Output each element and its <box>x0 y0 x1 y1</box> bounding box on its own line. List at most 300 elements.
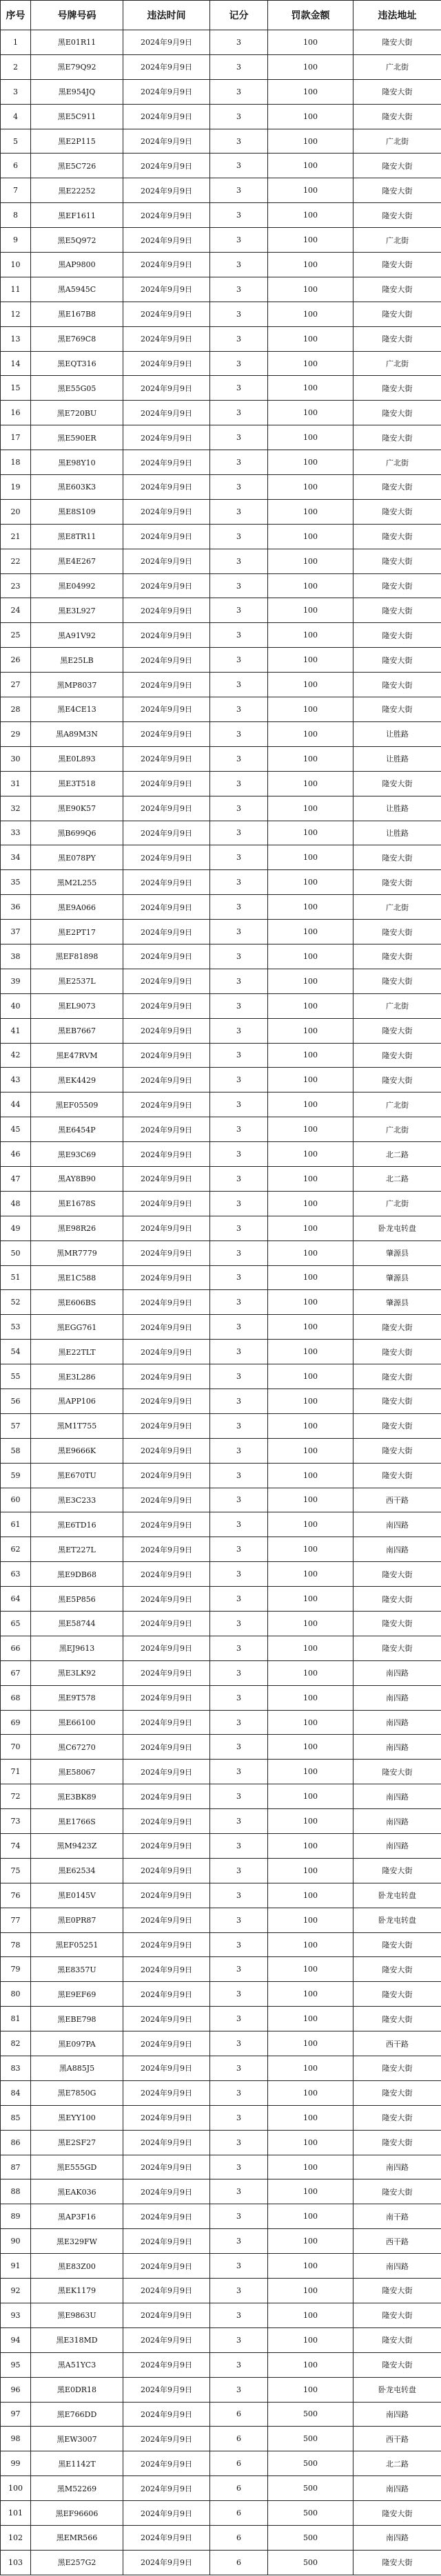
cell-fine-amount: 100 <box>268 1982 353 2007</box>
cell-violation-time: 2024年9月9日 <box>123 1982 210 2007</box>
cell-index: 90 <box>1 2229 31 2254</box>
table-row <box>1 1265 441 1290</box>
cell-violation-address: 隆安大街 <box>353 549 441 573</box>
cell-plate-number: 黑EF96606 <box>31 2501 123 2526</box>
cell-violation-time: 2024年9月9日 <box>123 1438 210 1463</box>
cell-points: 6 <box>210 2451 268 2476</box>
cell-violation-time: 2024年9月9日 <box>123 969 210 993</box>
cell-violation-time: 2024年9月9日 <box>123 2352 210 2377</box>
cell-violation-time: 2024年9月9日 <box>123 2007 210 2031</box>
cell-points: 3 <box>210 1660 268 1685</box>
cell-violation-time: 2024年9月9日 <box>123 2279 210 2303</box>
cell-violation-time: 2024年9月9日 <box>123 821 210 845</box>
header-violation-time: 违法时间 <box>123 1 210 30</box>
cell-plate-number: 黑EF1611 <box>31 203 123 228</box>
cell-points: 6 <box>210 2427 268 2451</box>
cell-violation-time: 2024年9月9日 <box>123 1685 210 1710</box>
cell-violation-time: 2024年9月9日 <box>123 326 210 351</box>
cell-fine-amount: 100 <box>268 2080 353 2105</box>
cell-points: 3 <box>210 1784 268 1809</box>
cell-points: 3 <box>210 2254 268 2279</box>
cell-violation-time: 2024年9月9日 <box>123 2451 210 2476</box>
cell-points: 3 <box>210 1636 268 1660</box>
cell-violation-address: 隆安大街 <box>353 524 441 549</box>
cell-points: 3 <box>210 1710 268 1735</box>
cell-plate-number: 黑E47RVM <box>31 1043 123 1068</box>
cell-plate-number: 黑E3L286 <box>31 1364 123 1389</box>
cell-index: 7 <box>1 178 31 203</box>
cell-fine-amount: 100 <box>268 1340 353 1364</box>
cell-violation-address: 隆安大街 <box>353 2303 441 2327</box>
cell-violation-time: 2024年9月9日 <box>123 1660 210 1685</box>
cell-violation-address: 隆安大街 <box>353 673 441 697</box>
cell-fine-amount: 100 <box>268 1389 353 1413</box>
cell-fine-amount: 100 <box>268 524 353 549</box>
cell-plate-number: 黑EJ9613 <box>31 1636 123 1660</box>
table-row <box>1 2377 441 2402</box>
cell-violation-address: 南四路 <box>353 1809 441 1834</box>
cell-plate-number: 黑E590ER <box>31 425 123 450</box>
cell-fine-amount: 100 <box>268 326 353 351</box>
table-row <box>1 2179 441 2204</box>
cell-violation-address: 让胜路 <box>353 721 441 746</box>
cell-index: 103 <box>1 2550 31 2575</box>
cell-violation-time: 2024年9月9日 <box>123 549 210 573</box>
cell-violation-address: 广北街 <box>353 895 441 920</box>
cell-plate-number: 黑E0PR87 <box>31 1908 123 1932</box>
cell-violation-time: 2024年9月9日 <box>123 1043 210 1068</box>
cell-points: 3 <box>210 721 268 746</box>
cell-fine-amount: 500 <box>268 2476 353 2501</box>
table-row <box>1 598 441 623</box>
cell-fine-amount: 100 <box>268 2056 353 2081</box>
cell-plate-number: 黑EYY100 <box>31 2105 123 2130</box>
cell-violation-time: 2024年9月9日 <box>123 2427 210 2451</box>
cell-plate-number: 黑E7850G <box>31 2080 123 2105</box>
cell-plate-number: 黑E9863U <box>31 2303 123 2327</box>
cell-points: 6 <box>210 2402 268 2427</box>
cell-violation-address: 隆安大街 <box>353 598 441 623</box>
cell-index: 81 <box>1 2007 31 2031</box>
cell-plate-number: 黑E79Q92 <box>31 54 123 79</box>
cell-points: 3 <box>210 1166 268 1191</box>
cell-violation-address: 隆安大街 <box>353 2105 441 2130</box>
cell-index: 16 <box>1 401 31 425</box>
cell-plate-number: 黑E98R26 <box>31 1216 123 1241</box>
cell-points: 3 <box>210 401 268 425</box>
cell-violation-time: 2024年9月9日 <box>123 2327 210 2352</box>
cell-index: 51 <box>1 1265 31 1290</box>
cell-fine-amount: 100 <box>268 1166 353 1191</box>
cell-index: 43 <box>1 1068 31 1092</box>
cell-points: 3 <box>210 450 268 475</box>
cell-fine-amount: 100 <box>268 401 353 425</box>
cell-index: 70 <box>1 1735 31 1760</box>
cell-index: 34 <box>1 845 31 870</box>
cell-plate-number: 黑EF05509 <box>31 1092 123 1117</box>
cell-index: 36 <box>1 895 31 920</box>
cell-points: 3 <box>210 178 268 203</box>
cell-violation-address: 隆安大街 <box>353 326 441 351</box>
cell-fine-amount: 100 <box>268 771 353 796</box>
cell-violation-time: 2024年9月9日 <box>123 2080 210 2105</box>
table-row <box>1 895 441 920</box>
table-row <box>1 870 441 895</box>
cell-points: 3 <box>210 1340 268 1364</box>
table-row <box>1 623 441 648</box>
cell-points: 3 <box>210 1735 268 1760</box>
table-row <box>1 796 441 821</box>
cell-violation-address: 西干路 <box>353 2427 441 2451</box>
cell-points: 3 <box>210 1043 268 1068</box>
cell-fine-amount: 100 <box>268 2130 353 2155</box>
cell-violation-time: 2024年9月9日 <box>123 1562 210 1587</box>
cell-index: 92 <box>1 2279 31 2303</box>
cell-violation-time: 2024年9月9日 <box>123 648 210 673</box>
cell-fine-amount: 100 <box>268 895 353 920</box>
cell-index: 22 <box>1 549 31 573</box>
cell-points: 3 <box>210 2080 268 2105</box>
table-row <box>1 969 441 993</box>
cell-index: 60 <box>1 1488 31 1512</box>
cell-violation-address: 卧龙屯转盘 <box>353 1883 441 1908</box>
cell-violation-time: 2024年9月9日 <box>123 178 210 203</box>
cell-index: 65 <box>1 1612 31 1636</box>
cell-index: 97 <box>1 2402 31 2427</box>
cell-plate-number: 黑E0DR18 <box>31 2377 123 2402</box>
cell-violation-time: 2024年9月9日 <box>123 2155 210 2179</box>
cell-violation-time: 2024年9月9日 <box>123 1710 210 1735</box>
cell-violation-time: 2024年9月9日 <box>123 2056 210 2081</box>
table-row <box>1 673 441 697</box>
table-row <box>1 1043 441 1068</box>
cell-points: 3 <box>210 2377 268 2402</box>
cell-plate-number: 黑E8S109 <box>31 499 123 524</box>
cell-plate-number: 黑E766DD <box>31 2402 123 2427</box>
cell-plate-number: 黑E5Q972 <box>31 228 123 253</box>
cell-fine-amount: 100 <box>268 2352 353 2377</box>
cell-fine-amount: 100 <box>268 1438 353 1463</box>
cell-violation-time: 2024年9月9日 <box>123 771 210 796</box>
table-row <box>1 1685 441 1710</box>
cell-plate-number: 黑E2P115 <box>31 129 123 154</box>
cell-index: 59 <box>1 1463 31 1488</box>
cell-fine-amount: 100 <box>268 1364 353 1389</box>
table-row <box>1 2105 441 2130</box>
cell-violation-address: 隆安大街 <box>353 1587 441 1612</box>
cell-points: 3 <box>210 1982 268 2007</box>
cell-points: 3 <box>210 2229 268 2254</box>
cell-fine-amount: 100 <box>268 2031 353 2056</box>
table-row <box>1 920 441 944</box>
cell-plate-number: 黑AP3F16 <box>31 2204 123 2229</box>
cell-fine-amount: 100 <box>268 1068 353 1092</box>
cell-violation-time: 2024年9月9日 <box>123 746 210 771</box>
cell-violation-address: 让胜路 <box>353 821 441 845</box>
cell-points: 3 <box>210 2007 268 2031</box>
cell-fine-amount: 500 <box>268 2451 353 2476</box>
cell-violation-time: 2024年9月9日 <box>123 425 210 450</box>
cell-fine-amount: 100 <box>268 1413 353 1438</box>
cell-index: 72 <box>1 1784 31 1809</box>
cell-plate-number: 黑E2SF27 <box>31 2130 123 2155</box>
cell-plate-number: 黑A91V92 <box>31 623 123 648</box>
cell-index: 2 <box>1 54 31 79</box>
cell-fine-amount: 100 <box>268 721 353 746</box>
cell-index: 93 <box>1 2303 31 2327</box>
cell-fine-amount: 100 <box>268 746 353 771</box>
cell-index: 19 <box>1 475 31 500</box>
table-body <box>1 30 441 2575</box>
table-row <box>1 2080 441 2105</box>
header-plate-number: 号牌号码 <box>31 1 123 30</box>
cell-index: 29 <box>1 721 31 746</box>
cell-plate-number: 黑MR7779 <box>31 1241 123 1265</box>
cell-points: 3 <box>210 1142 268 1167</box>
cell-fine-amount: 100 <box>268 1043 353 1068</box>
cell-violation-address: 隆安大街 <box>353 1957 441 1982</box>
cell-violation-address: 南四路 <box>353 1834 441 1859</box>
cell-index: 82 <box>1 2031 31 2056</box>
table-row <box>1 1191 441 1216</box>
cell-points: 3 <box>210 326 268 351</box>
cell-violation-time: 2024年9月9日 <box>123 2303 210 2327</box>
cell-points: 3 <box>210 2279 268 2303</box>
cell-violation-address: 隆安大街 <box>353 376 441 401</box>
cell-plate-number: 黑C67270 <box>31 1735 123 1760</box>
cell-plate-number: 黑E318MD <box>31 2327 123 2352</box>
cell-violation-time: 2024年9月9日 <box>123 721 210 746</box>
cell-plate-number: 黑E3C233 <box>31 1488 123 1512</box>
cell-violation-address: 隆安大街 <box>353 1858 441 1883</box>
table-row <box>1 1241 441 1265</box>
header-row <box>1 1 441 30</box>
cell-points: 3 <box>210 895 268 920</box>
cell-fine-amount: 100 <box>268 920 353 944</box>
cell-fine-amount: 100 <box>268 2327 353 2352</box>
table-row <box>1 326 441 351</box>
cell-violation-time: 2024年9月9日 <box>123 2254 210 2279</box>
table-row <box>1 1340 441 1364</box>
cell-index: 38 <box>1 944 31 969</box>
cell-violation-time: 2024年9月9日 <box>123 697 210 722</box>
cell-index: 69 <box>1 1710 31 1735</box>
cell-points: 3 <box>210 1068 268 1092</box>
table-row <box>1 2402 441 2427</box>
cell-index: 64 <box>1 1587 31 1612</box>
cell-plate-number: 黑E329FW <box>31 2229 123 2254</box>
cell-points: 3 <box>210 253 268 277</box>
cell-fine-amount: 100 <box>268 1191 353 1216</box>
table-row <box>1 1562 441 1587</box>
cell-violation-address: 隆安大街 <box>353 2327 441 2352</box>
cell-plate-number: 黑E83Z00 <box>31 2254 123 2279</box>
cell-plate-number: 黑MP8037 <box>31 673 123 697</box>
table-row <box>1 2427 441 2451</box>
cell-plate-number: 黑AP9800 <box>31 253 123 277</box>
table-row <box>1 821 441 845</box>
cell-violation-address: 隆安大街 <box>353 1413 441 1438</box>
cell-violation-address: 广北街 <box>353 1191 441 1216</box>
cell-fine-amount: 100 <box>268 302 353 326</box>
table-row <box>1 648 441 673</box>
cell-plate-number: 黑E5P856 <box>31 1587 123 1612</box>
cell-fine-amount: 100 <box>268 450 353 475</box>
cell-violation-address: 隆安大街 <box>353 30 441 55</box>
table-row <box>1 2352 441 2377</box>
cell-violation-address: 隆安大街 <box>353 499 441 524</box>
table-row <box>1 2229 441 2254</box>
cell-violation-time: 2024年9月9日 <box>123 1389 210 1413</box>
cell-index: 54 <box>1 1340 31 1364</box>
cell-violation-time: 2024年9月9日 <box>123 1364 210 1389</box>
table-row <box>1 2155 441 2179</box>
cell-plate-number: 黑E98Y10 <box>31 450 123 475</box>
cell-violation-address: 隆安大街 <box>353 253 441 277</box>
cell-points: 3 <box>210 1512 268 1537</box>
cell-index: 35 <box>1 870 31 895</box>
cell-points: 3 <box>210 771 268 796</box>
cell-violation-time: 2024年9月9日 <box>123 30 210 55</box>
cell-points: 3 <box>210 796 268 821</box>
cell-points: 3 <box>210 54 268 79</box>
cell-plate-number: 黑E58744 <box>31 1612 123 1636</box>
cell-fine-amount: 100 <box>268 1710 353 1735</box>
cell-plate-number: 黑M52269 <box>31 2476 123 2501</box>
cell-fine-amount: 100 <box>268 1241 353 1265</box>
cell-violation-time: 2024年9月9日 <box>123 2402 210 2427</box>
cell-fine-amount: 100 <box>268 475 353 500</box>
cell-index: 33 <box>1 821 31 845</box>
table-row <box>1 1809 441 1834</box>
cell-fine-amount: 100 <box>268 1117 353 1142</box>
cell-points: 3 <box>210 2056 268 2081</box>
cell-violation-address: 肇源县 <box>353 1265 441 1290</box>
table-row <box>1 1438 441 1463</box>
cell-index: 78 <box>1 1932 31 1957</box>
cell-index: 8 <box>1 203 31 228</box>
cell-fine-amount: 100 <box>268 228 353 253</box>
cell-points: 3 <box>210 1685 268 1710</box>
cell-violation-address: 隆安大街 <box>353 1068 441 1092</box>
cell-index: 83 <box>1 2056 31 2081</box>
cell-points: 3 <box>210 351 268 376</box>
cell-violation-time: 2024年9月9日 <box>123 401 210 425</box>
cell-violation-address: 隆安大街 <box>353 2279 441 2303</box>
cell-plate-number: 黑EW3007 <box>31 2427 123 2451</box>
cell-violation-time: 2024年9月9日 <box>123 129 210 154</box>
cell-plate-number: 黑EGG761 <box>31 1315 123 1340</box>
cell-fine-amount: 100 <box>268 203 353 228</box>
cell-violation-address: 卧龙屯转盘 <box>353 1216 441 1241</box>
cell-index: 98 <box>1 2427 31 2451</box>
table-row <box>1 2204 441 2229</box>
table-row <box>1 1735 441 1760</box>
cell-points: 3 <box>210 1241 268 1265</box>
table-row <box>1 845 441 870</box>
cell-fine-amount: 500 <box>268 2525 353 2550</box>
cell-violation-address: 隆安大街 <box>353 1562 441 1587</box>
cell-violation-time: 2024年9月9日 <box>123 1636 210 1660</box>
table-row <box>1 1537 441 1562</box>
cell-points: 6 <box>210 2476 268 2501</box>
cell-points: 3 <box>210 1191 268 1216</box>
cell-violation-address: 隆安大街 <box>353 1364 441 1389</box>
cell-plate-number: 黑M9423Z <box>31 1834 123 1859</box>
cell-violation-address: 隆安大街 <box>353 104 441 129</box>
cell-violation-time: 2024年9月9日 <box>123 1957 210 1982</box>
cell-violation-address: 西干路 <box>353 1488 441 1512</box>
cell-points: 3 <box>210 425 268 450</box>
cell-violation-address: 南四路 <box>353 1784 441 1809</box>
cell-points: 3 <box>210 598 268 623</box>
cell-violation-address: 隆安大街 <box>353 1389 441 1413</box>
cell-violation-time: 2024年9月9日 <box>123 2476 210 2501</box>
cell-points: 3 <box>210 1389 268 1413</box>
cell-violation-time: 2024年9月9日 <box>123 2031 210 2056</box>
cell-points: 3 <box>210 104 268 129</box>
header-fine-amount: 罚款金额 <box>268 1 353 30</box>
cell-violation-address: 隆安大街 <box>353 475 441 500</box>
cell-plate-number: 黑E257G2 <box>31 2550 123 2575</box>
cell-index: 1 <box>1 30 31 55</box>
cell-index: 12 <box>1 302 31 326</box>
cell-fine-amount: 100 <box>268 1809 353 1834</box>
table-row <box>1 1166 441 1191</box>
cell-index: 24 <box>1 598 31 623</box>
table-row <box>1 2327 441 2352</box>
cell-points: 3 <box>210 2204 268 2229</box>
cell-index: 5 <box>1 129 31 154</box>
cell-points: 3 <box>210 228 268 253</box>
cell-violation-time: 2024年9月9日 <box>123 1117 210 1142</box>
cell-fine-amount: 100 <box>268 2377 353 2402</box>
cell-plate-number: 黑E0L893 <box>31 746 123 771</box>
cell-violation-time: 2024年9月9日 <box>123 1463 210 1488</box>
table-row <box>1 425 441 450</box>
cell-violation-time: 2024年9月9日 <box>123 1932 210 1957</box>
cell-violation-address: 南四路 <box>353 1660 441 1685</box>
table-row <box>1 1784 441 1809</box>
cell-violation-address: 隆安大街 <box>353 2080 441 2105</box>
cell-violation-address: 隆安大街 <box>353 2130 441 2155</box>
cell-index: 28 <box>1 697 31 722</box>
cell-plate-number: 黑E603K3 <box>31 475 123 500</box>
cell-violation-address: 隆安大街 <box>353 79 441 104</box>
table-row <box>1 2254 441 2279</box>
cell-index: 102 <box>1 2525 31 2550</box>
cell-points: 3 <box>210 697 268 722</box>
cell-violation-address: 隆安大街 <box>353 648 441 673</box>
cell-violation-address: 南四路 <box>353 1710 441 1735</box>
cell-violation-address: 隆安大街 <box>353 277 441 302</box>
cell-plate-number: 黑EMR566 <box>31 2525 123 2550</box>
table-row <box>1 1612 441 1636</box>
cell-fine-amount: 100 <box>268 1512 353 1537</box>
cell-plate-number: 黑E25LB <box>31 648 123 673</box>
cell-violation-address: 广北街 <box>353 228 441 253</box>
cell-index: 88 <box>1 2179 31 2204</box>
table-row <box>1 1710 441 1735</box>
cell-points: 3 <box>210 1092 268 1117</box>
cell-points: 6 <box>210 2525 268 2550</box>
header-violation-address: 违法地址 <box>353 1 441 30</box>
cell-violation-address: 让胜路 <box>353 746 441 771</box>
cell-fine-amount: 100 <box>268 1735 353 1760</box>
cell-violation-time: 2024年9月9日 <box>123 277 210 302</box>
cell-violation-address: 南四路 <box>353 1685 441 1710</box>
cell-violation-address: 隆安大街 <box>353 845 441 870</box>
